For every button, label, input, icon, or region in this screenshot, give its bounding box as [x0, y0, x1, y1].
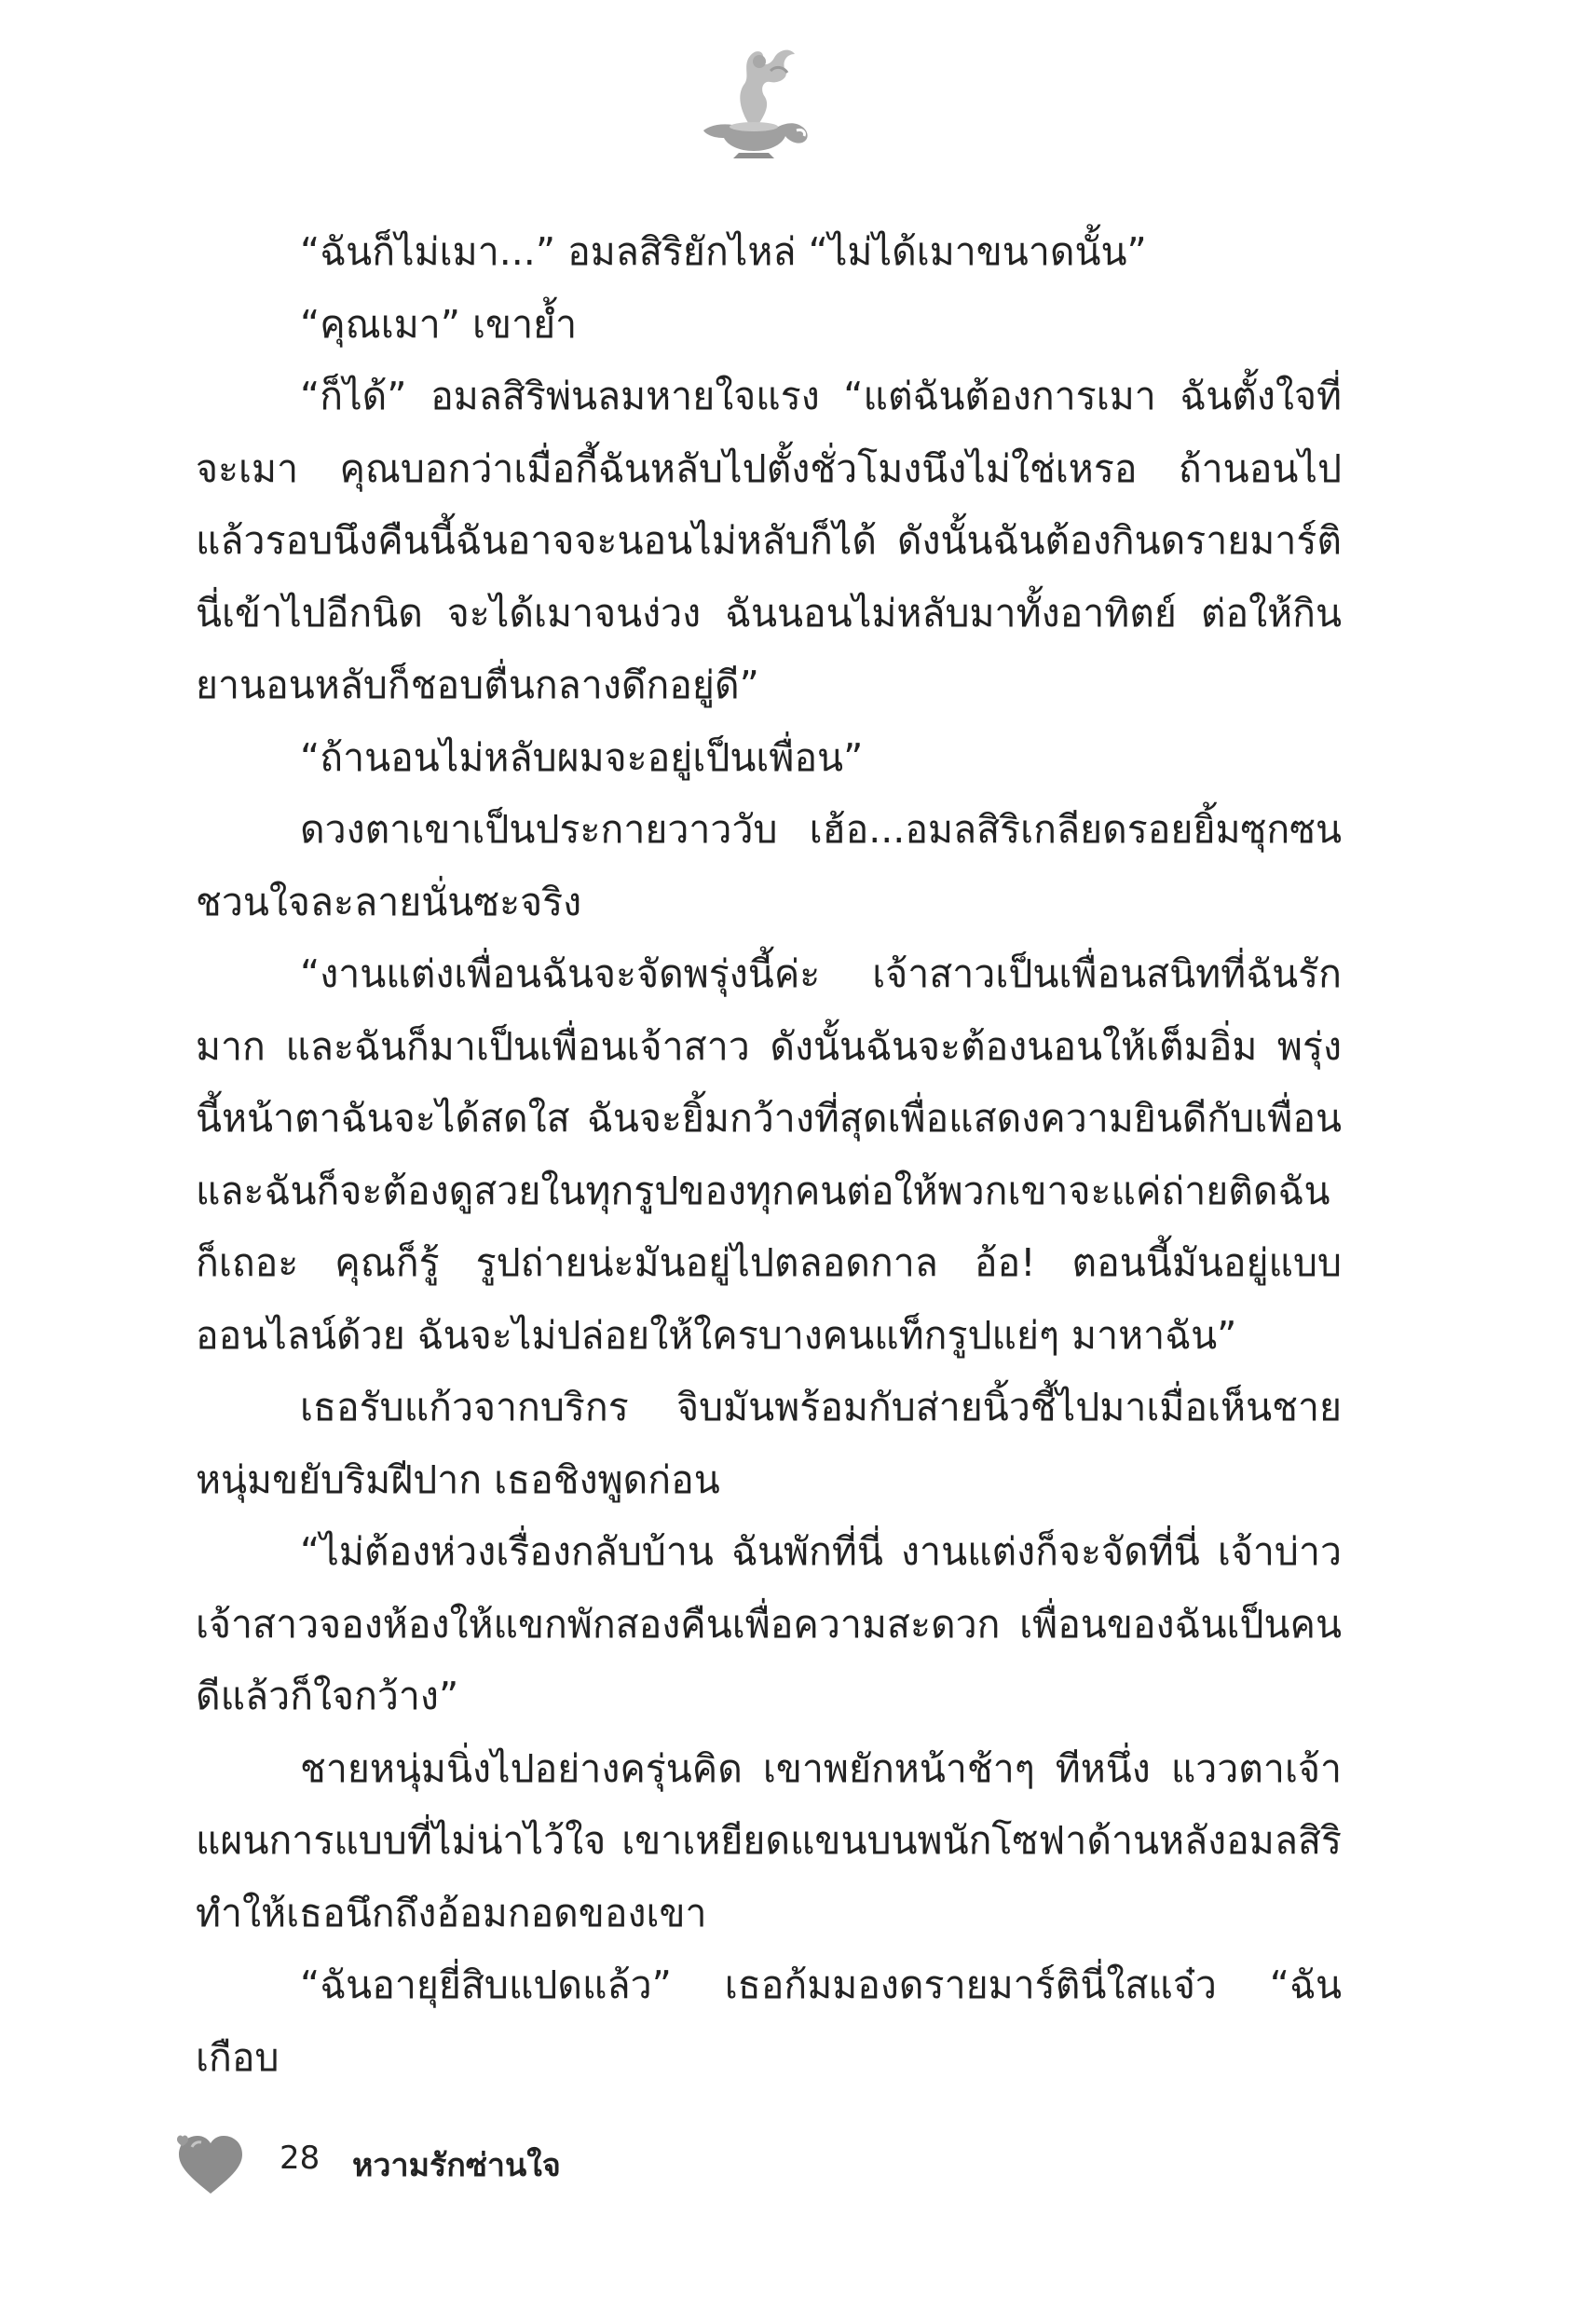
page-footer — [173, 2126, 732, 2201]
page-number: 28 — [280, 2140, 321, 2177]
paragraph-5: ดวงตาเขาเป็นประกายวาววับ เฮ้อ...อมลสิริเกลียดรอยยิ้มซุกซนชวนใจละลายนั่นซะจริง — [196, 807, 1342, 924]
paragraph-9: ชายหนุ่มนิ่งไปอย่างครุ่นคิด เขาพยักหน้าช้าๆ ทีหนึ่ง แววตาเจ้าแผนการแบบที่ไม่น่าไว้ใจ เขาเหยียดแขนบนพนักโซฟาด้านหลังอมลสิริ ทำให้เธอนึกถึงอ้อมกอดของเขา — [196, 1745, 1342, 1935]
paragraph-2: “คุณเมา” เขาย้ำ — [300, 301, 578, 347]
paragraph-6: “งานแต่งเพื่อนฉันจะจัดพรุ่งนี้ค่ะ เจ้าสาวเป็นเพื่อนสนิทที่ฉันรักมาก และฉันก็มาเป็นเพื่อนเจ้าสาว ดังนั้นฉันจะต้องนอนให้เต็มอิ่ม พรุ่งนี้หน้าตาฉันจะได้สดใส ฉันจะยิ้มกว้างที่สุดเพื่อแสดงความยินดีกับเพื่อน และฉันก็จะต้องดูสวยในทุกรูปของทุกคนต่อให้พวกเขาจะแค่ถ่ายติดฉันก็เถอะ คุณก็รู้ รูปถ่ายน่ะมันอยู่ไปตลอดกาล อ้อ! ตอนนี้มันอยู่แบบออนไลน์ด้วย ฉันจะไม่ปล่อยให้ใครบางคนแท็กรูปแย่ๆ มาหาฉัน” — [196, 951, 1342, 1358]
book-title: หวามรักซ่านใจ — [352, 2147, 561, 2184]
paragraph-4: “ถ้านอนไม่หลับผมจะอยู่เป็นเพื่อน” — [300, 734, 864, 780]
paragraph-10: “ฉันอายุยี่สิบแปดแล้ว” เธอก้มมองดรายมาร์ตินี่ใสแจ๋ว “ฉันเกือบ — [196, 1962, 1342, 2080]
body-text — [196, 216, 1342, 2094]
paragraph-3: “ก็ได้” อมลสิริพ่นลมหายใจแรง “แต่ฉันต้องการเมา ฉันตั้งใจที่จะเมา คุณบอกว่าเมื่อกี้ฉันหลับไปตั้งชั่วโมงนึงไม่ใช่เหรอ ถ้านอนไปแล้วรอบนึงคืนนี้ฉันอาจจะนอนไม่หลับก็ได้ ดังนั้นฉันต้องกินดรายมาร์ตินี่เข้าไปอีกนิด จะได้เมาจนง่วง ฉันนอนไม่หลับมาทั้งอาทิตย์ ต่อให้กินยานอนหลับก็ชอบตื่นกลางดึกอยู่ดี” — [196, 374, 1342, 707]
paragraph-8: “ไม่ต้องห่วงเรื่องกลับบ้าน ฉันพักที่นี่ งานแต่งก็จะจัดที่นี่ เจ้าบ่าวเจ้าสาวจองห้องให้แขกพักสองคืนเพื่อความสะดวก เพื่อนของฉันเป็นคนดีแล้วก็ใจกว้าง” — [196, 1529, 1342, 1718]
genie-lamp-icon — [685, 37, 825, 163]
paragraph-7: เธอรับแก้วจากบริกร จิบมันพร้อมกับส่ายนิ้วชี้ไปมาเมื่อเห็นชายหนุ่มขยับริมฝีปาก เธอชิงพูดก่อน — [196, 1385, 1342, 1502]
heart-icon — [173, 2126, 248, 2201]
paragraph-1: “ฉันก็ไม่เมา...” อมลสิริยักไหล่ “ไม่ได้เมาขนาดนั้น” — [300, 229, 1147, 274]
